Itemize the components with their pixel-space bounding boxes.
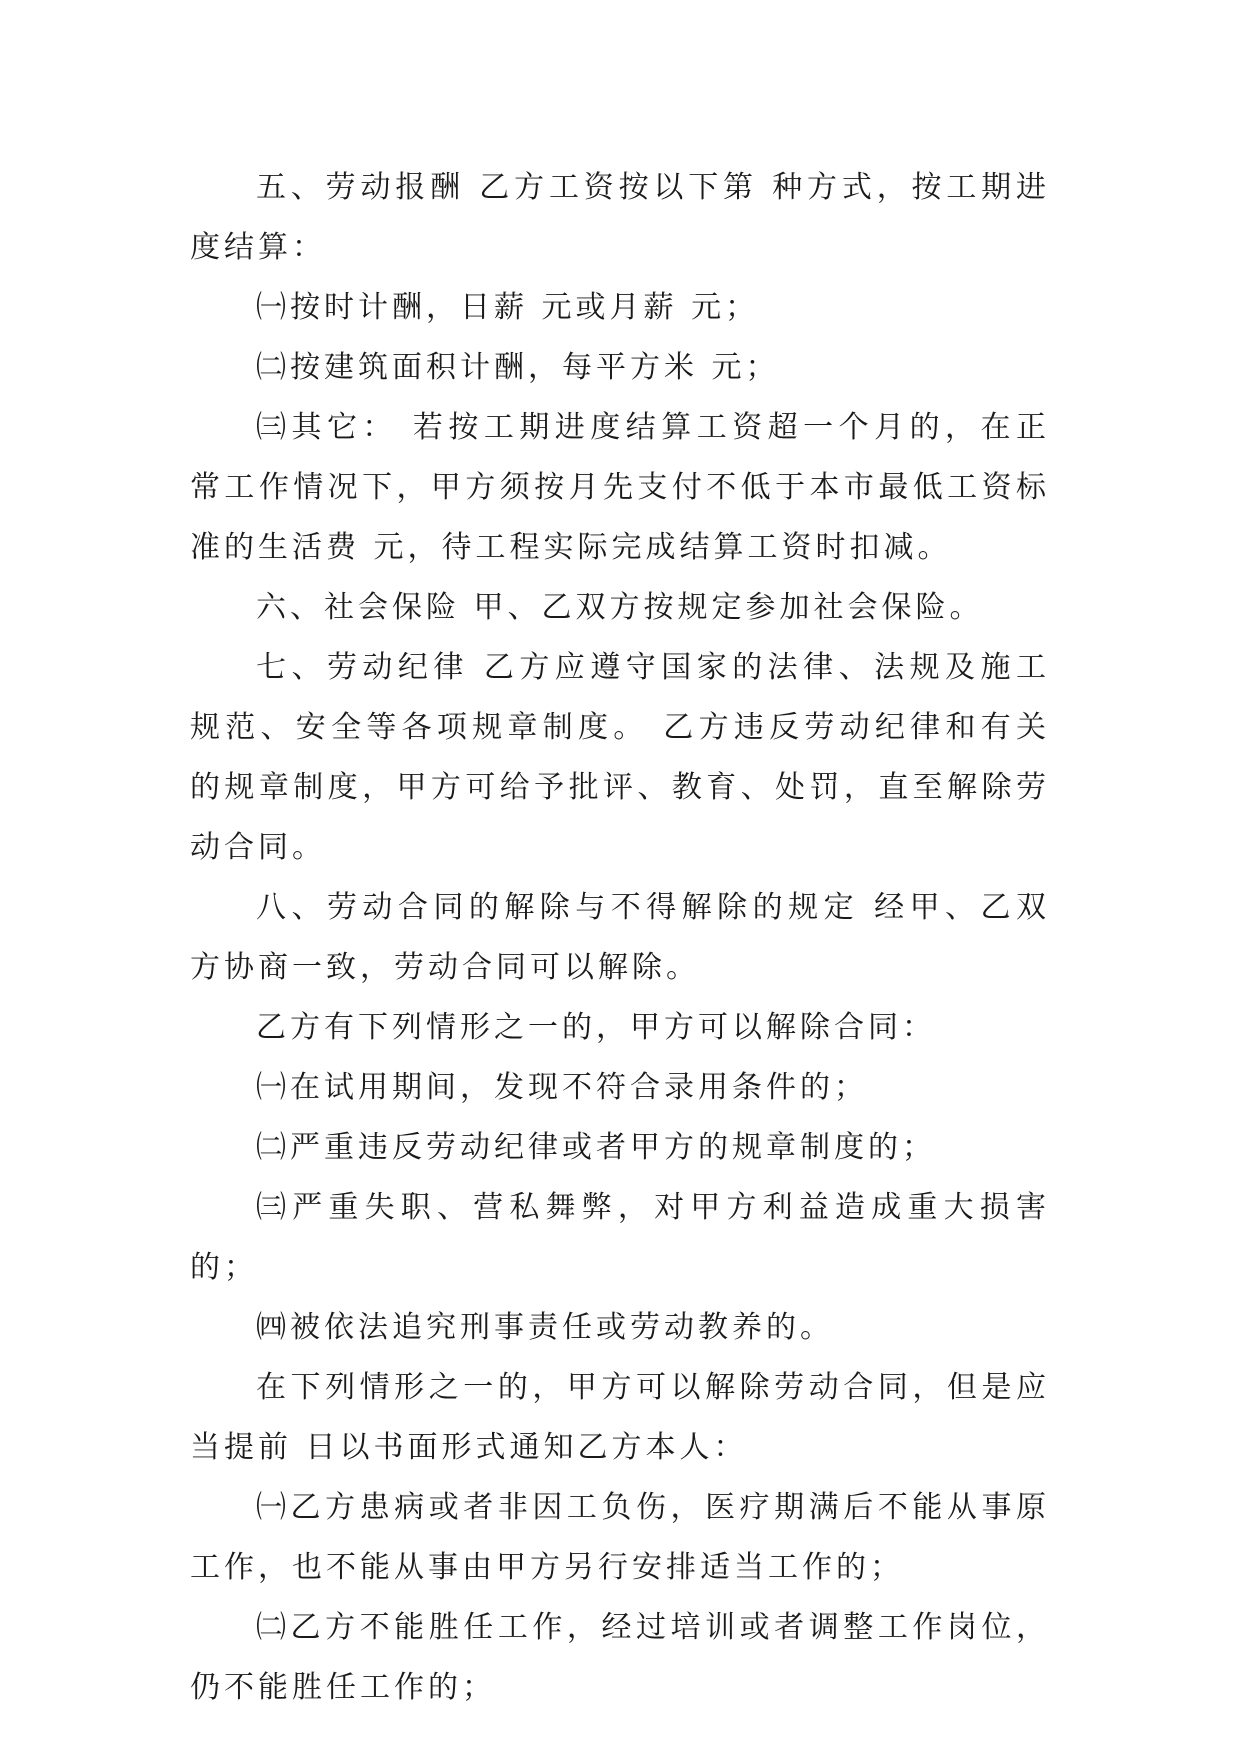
document-body	[190, 158, 1050, 1718]
paragraph-area-pay: ㈡按建筑面积计酬，每平方米 元；	[256, 350, 780, 385]
list-item: ㈣被依法追究刑事责任或劳动教养的。	[256, 1310, 834, 1345]
list-item: ㈠乙方患病或者非因工负伤，医疗期满后不能从事原工作，也不能从事由甲方另行安排适当工作的；	[190, 1490, 1050, 1585]
paragraph-hourly-pay: ㈠按时计酬，日薪 元或月薪 元；	[256, 290, 760, 325]
list-item: ㈠在试用期间，发现不符合录用条件的；	[256, 1070, 868, 1105]
paragraph-other-pay: ㈢其它： 若按工期进度结算工资超一个月的，在正常工作情况下，甲方须按月先支付不低于本市最低工资标准的生活费 元，待工程实际完成结算工资时扣减。	[190, 410, 1050, 565]
paragraph-notice-termination: 在下列情形之一的，甲方可以解除劳动合同，但是应当提前 日以书面形式通知乙方本人：	[190, 1370, 1050, 1465]
list-item: ㈢严重失职、营私舞弊，对甲方利益造成重大损害的；	[190, 1190, 1050, 1285]
paragraph-labor-remuneration: 五、劳动报酬 乙方工资按以下第 种方式，按工期进度结算：	[190, 170, 1050, 265]
paragraph-social-insurance: 六、社会保险 甲、乙双方按规定参加社会保险。	[256, 590, 984, 625]
paragraph-labor-discipline: 七、劳动纪律 乙方应遵守国家的法律、法规及施工规范、安全等各项规章制度。 乙方违反劳动纪律和有关的规章制度，甲方可给予批评、教育、处罚，直至解除劳动合同。	[190, 650, 1050, 865]
list-item: ㈡严重违反劳动纪律或者甲方的规章制度的；	[256, 1130, 936, 1165]
paragraph-termination-conditions: 乙方有下列情形之一的，甲方可以解除合同：	[256, 1010, 936, 1045]
paragraph-contract-termination: 八、劳动合同的解除与不得解除的规定 经甲、乙双方协商一致，劳动合同可以解除。	[190, 890, 1050, 985]
list-item: ㈡乙方不能胜任工作，经过培训或者调整工作岗位，仍不能胜任工作的；	[190, 1610, 1050, 1705]
